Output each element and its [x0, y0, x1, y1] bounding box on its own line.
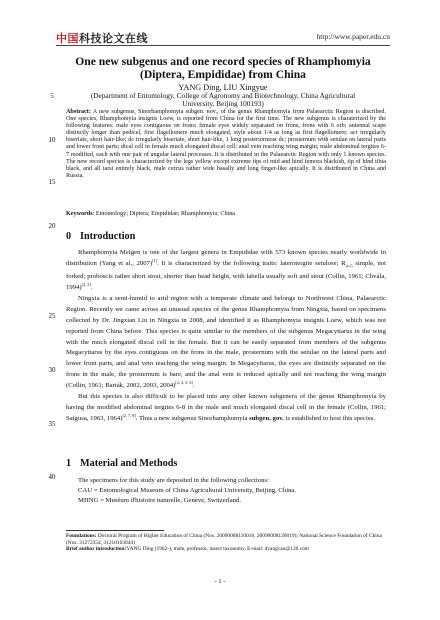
collections-intro: The specimens for this study are deposited in the following collections: [78, 477, 269, 484]
citation: [2, 4, 5, 6] [175, 379, 193, 385]
title-line-2: (Diptera, Empididae) from China [140, 68, 306, 81]
abstract-label: Abstract: [66, 109, 91, 115]
affiliation-line-2: University, Beijing 100193) [182, 99, 264, 109]
section-title: Material and Methods [80, 458, 178, 469]
line-number: 5 [50, 92, 54, 100]
citation: [2, 7, 8] [122, 412, 136, 418]
introduction-body [66, 248, 386, 425]
authors: YANG Ding, LIU Xingyue [178, 83, 268, 92]
section-heading-material-methods [66, 458, 177, 469]
site-logo[interactable]: 中国科技论文在线 [56, 32, 148, 45]
header-rule [56, 45, 390, 46]
line-number: 25 [48, 312, 56, 320]
section-heading-introduction [66, 231, 135, 242]
intro-paragraph-1: Rhamphomyia Meigen is one of the largest genera in Empididae with 573 known species nearly worldwide in distribution (Yang et al., 2007)[1]. It is characterized by the following traits: laterotergite setulose; $R_{4+5}$ simple, not forked; proboscis rather short stout, shorter than head height, with labella usually soft and stout (Collin, 1961; Chvála, 1994)[2, 3]. [66, 249, 386, 292]
page-number: - 1 - [214, 578, 226, 585]
collections-list [66, 476, 386, 506]
line-number: 20 [48, 222, 56, 230]
line-number: 10 [48, 136, 56, 144]
footnote-foundations: Foundations: Doctoral Program of Higher Education of China (Nos. 20090008110016, 20090008120019); National Science Foundation of China (Nos. 31272354, 31210103044) [66, 533, 382, 546]
footnote-author-bio: Brief author introduction:YANG Ding (1962-), male, professor, insect taxonomy. E-mail: dyangcau@126.com [66, 546, 309, 553]
keywords [66, 211, 386, 217]
line-number: 35 [48, 420, 56, 428]
section-title: Introduction [80, 231, 136, 242]
title-line-1: One new subgenus and one record species of Rhamphomyia [75, 55, 371, 68]
line-number: 15 [48, 178, 56, 186]
site-url[interactable]: http://www.paper.edu.cn [316, 32, 390, 41]
keywords-label: Keywords [66, 211, 93, 217]
affiliation [56, 92, 390, 109]
intro-paragraph-2: Ningxia is a semi-humid to arid region with a temperate climate and belongs to Northwest China, Palaearctic Region. Recently we came across an unusual species of the genus Rhamphomyia from Ningxia, based on specimens collected by Dr. Jingxian Liu in Ningxia in 2008, and identified it as Rhamphomyia insignis Loew, which was not reported from China before. This species is quite similar to the members of the subgenus Megacyttarus in the wing with the much elongated discal cell in the female. But it can be easily separated from members of the subgenus Megacyttarus by the eyes contiguous on the frons in the male, prosternum with the setulae on the lateral parts and lower front parts, and anal vein reaching the wing margin. In Megacyttarus, the eyes are distinctly separated on the frons in the male, the prosternum is bare, and the anal vein is reduced apically and not reaching the wing margin (Collin, 1961; Barták, 2002, 2003, 2004)[2, 4, 5, 6]. [66, 294, 386, 390]
citation: [1] [152, 257, 157, 263]
paper-title [56, 55, 390, 81]
affiliation-line-1: (Department of Entomology, College of Agronomy and Biotechnology, China Agricultural [90, 91, 356, 100]
list-item: CAU = Entomological Museum of China Agricultural University, Beijing, China. [78, 487, 297, 494]
section-number: 0 [66, 231, 72, 242]
page-header [56, 30, 390, 44]
section-number: 1 [66, 458, 72, 469]
abstract-text: A new subgenus, Sinorhamphomyia subgen. nov., of the genus Rhamphomyia from Palaearctic Region is discribed. One species, Rhamphomyia insignis Loew, is reported from China for the first time. The new subgenus is charaterized by the following features: male eyes contiguous on frons; female eyes widely separated on frons, frons with 6 orb; antennal scape distinctly longer than pedicel, first flagellomere much elongated, style about 1/4 as long as first flagellomere; acr irregularly biseriate, short hair-like; dc irregularly biseriate, short hair-like, 1 long posteriormost dc; prosternum with setulae on lateral parts and lower front parts; dical cell in female much elongated discal cell; anal vein reaching wing margin; male abdominal tergites 6-7 modified, each with one pair of angular lateral processes. It is distributed in the Palaearctic Region with only 1 known species. The new record species is characterized by the legs yellow except extreme tips of mid and hind femora blackish, tip of hind tibia black, and all tarsi entirely black, male cercus rather wide basally and long finger-like apically. It is distributed in China and Russia. [66, 109, 386, 179]
citation: [2, 3] [81, 281, 91, 287]
footnote-rule [66, 530, 164, 531]
line-number: 30 [48, 366, 56, 374]
line-number: 40 [48, 473, 56, 481]
footnote [66, 533, 386, 553]
intro-paragraph-3: But this species is also difficult to be placed into any other known subgenera of the genus Rhamphomyia by having the modified abdominal tergites 6-8 in the male and much elongated discal cell in the female (Collin, 1961; Saigusa, 1963, 1964)[2, 7, 8]. Thus a new subgenus Sinorhamphomyia subgen. gov. is established to host this species. [66, 393, 386, 422]
keywords-text: : Entomology; Diptera; Empididae; Rhamphomyia; China [92, 211, 236, 217]
abstract [66, 109, 386, 180]
list-item: MHNG = Muséum d'histoire naturelle, Genève, Switzerland. [78, 497, 242, 504]
